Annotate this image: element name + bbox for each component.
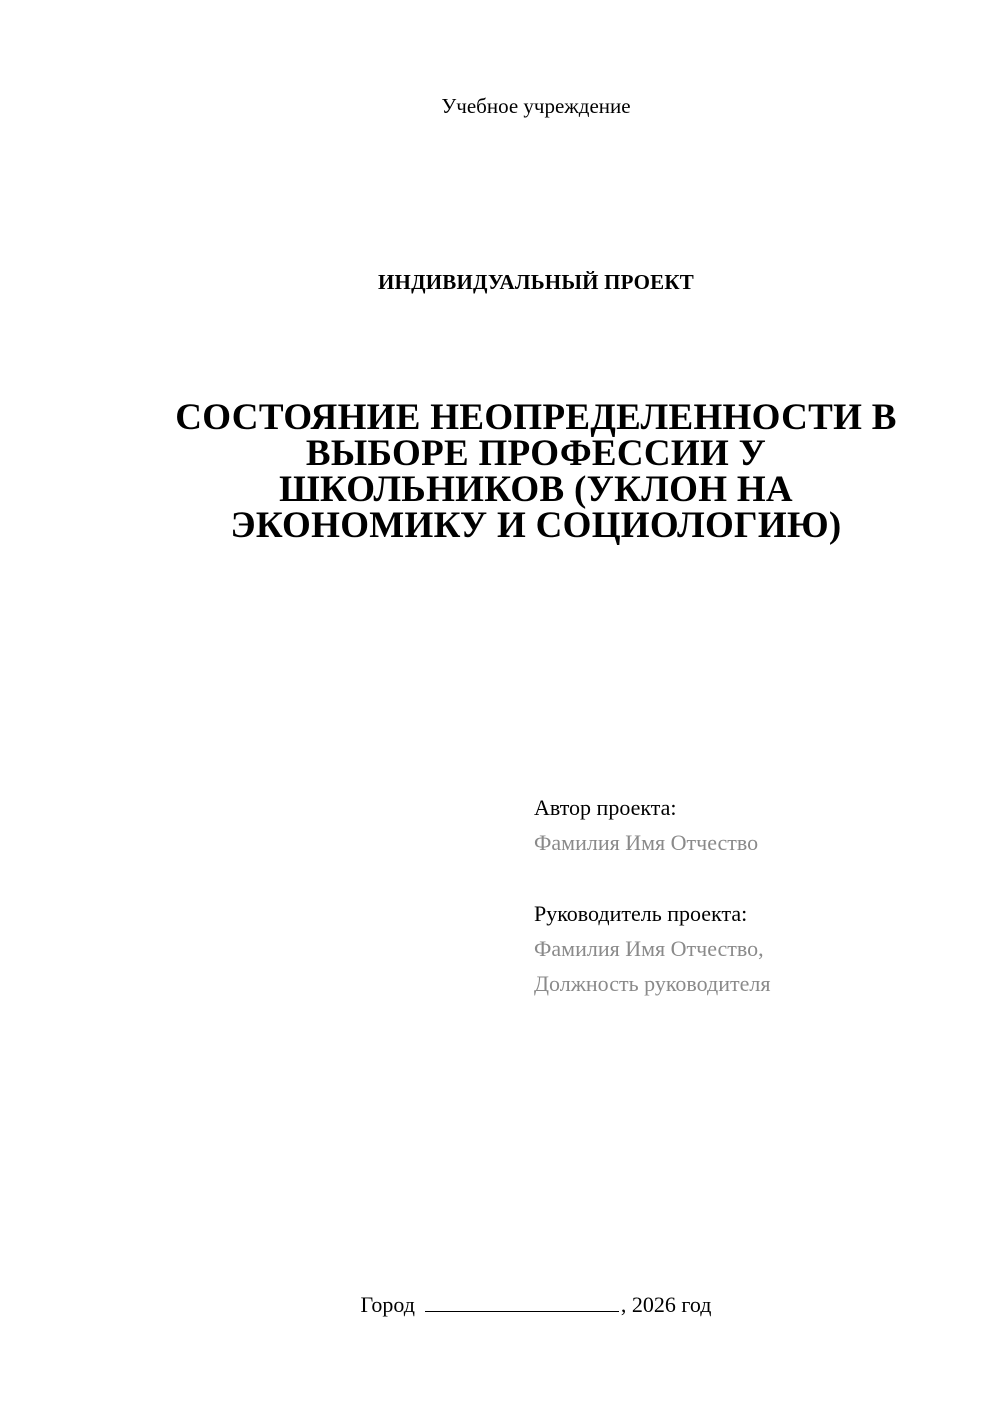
institution-name: Учебное учреждение [441, 94, 631, 118]
spacer [534, 860, 974, 896]
author-label: Автор проекта: [534, 795, 677, 820]
year-text: , 2026 год [620, 1292, 712, 1317]
city-year-line [0, 1290, 1000, 1320]
title-line: ЭКОНОМИКУ И СОЦИОЛОГИЮ) [230, 505, 842, 546]
project-title [160, 397, 912, 546]
supervisor-label: Руководитель проекта: [534, 901, 748, 926]
supervisor-name: Фамилия Имя Отчество, [534, 936, 764, 961]
city-blank-line [425, 1291, 619, 1312]
credits-block [534, 790, 974, 1001]
title-line: ШКОЛЬНИКОВ (УКЛОН НА [279, 469, 793, 510]
city-label: Город [360, 1292, 415, 1317]
title-line: СОСТОЯНИЕ НЕОПРЕДЕЛЕННОСТИ В [175, 397, 897, 438]
author-name: Фамилия Имя Отчество [534, 830, 759, 855]
supervisor-position: Должность руководителя [534, 971, 771, 996]
title-line: ВЫБОРЕ ПРОФЕССИИ У [305, 433, 767, 474]
document-type: ИНДИВИДУАЛЬНЫЙ ПРОЕКТ [378, 270, 694, 294]
